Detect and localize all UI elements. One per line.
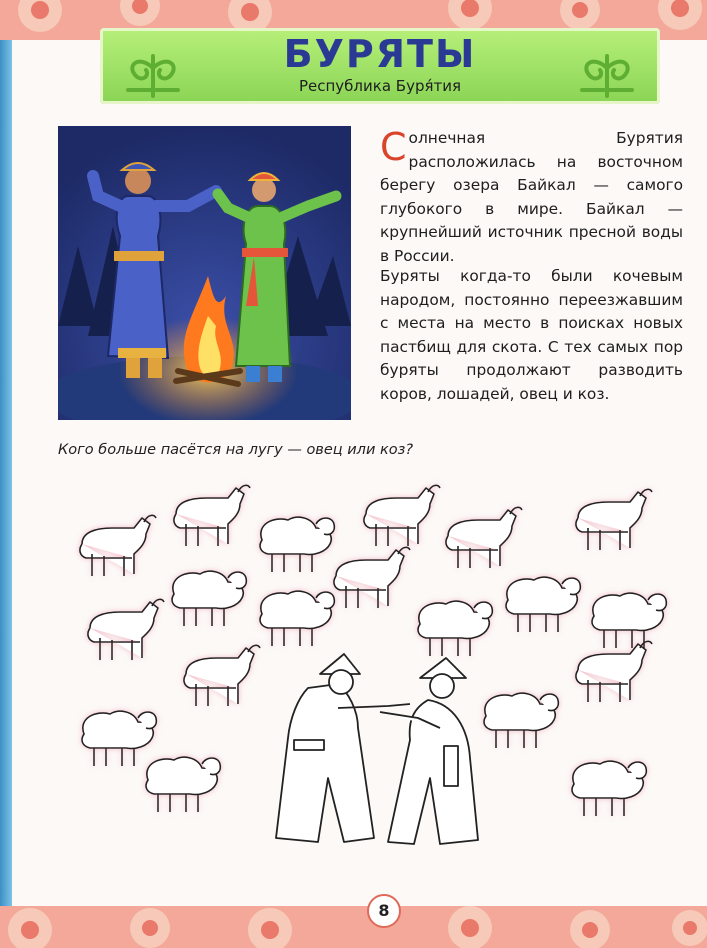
sheep-figure [484,693,558,748]
sheep-figure [82,711,156,766]
goat-figure [174,485,250,546]
activity-question: Кого больше пасётся на лугу — овец или коз? [58,442,414,458]
page-title: БУРЯТЫ [283,32,477,76]
book-spine-edge [0,0,12,948]
drop-cap-letter: С [380,125,407,169]
intro-paragraph-text: олнечная Бурятия расположилась на восточном берегу озера Байкал — самого глубокого в мире. Байкал — крупнейший источник пресной воды в России. [380,129,683,265]
goat-figure [364,485,440,546]
page-number: 8 [367,894,401,928]
goat-figure [334,547,410,608]
dancers-by-fire-illustration [58,126,351,420]
sheep-figure [592,593,666,648]
history-paragraph: Буряты когда-то были кочевым народом, постоянно переезжавшим с места на место в поисках новых пастбищ для скота. С тех самых пор буряты продолжают разводить коров, лошадей, овец и коз. [380,267,683,403]
goat-figure [184,645,260,706]
intro-paragraph [380,127,683,268]
goat-figure [576,489,652,550]
sheep-figure [572,761,646,816]
sheep-figure [172,571,246,626]
title-banner [100,28,660,104]
wrestlers-figure [276,654,478,844]
bottom-ornament-border [0,906,707,948]
goat-figure [80,515,156,576]
sheep-figure [418,601,492,656]
sheep-figure [260,591,334,646]
goat-figure [576,641,652,702]
sheep-figure [146,757,220,812]
goat-figure [446,507,522,568]
goat-figure [88,599,164,660]
bottom-ornament-pattern [0,906,707,948]
sheep-figure [506,577,580,632]
sheep-figure [260,517,334,572]
sheep-and-goats-coloring-scene [58,478,688,878]
page-subtitle: Республика Буря́тия [298,77,462,95]
